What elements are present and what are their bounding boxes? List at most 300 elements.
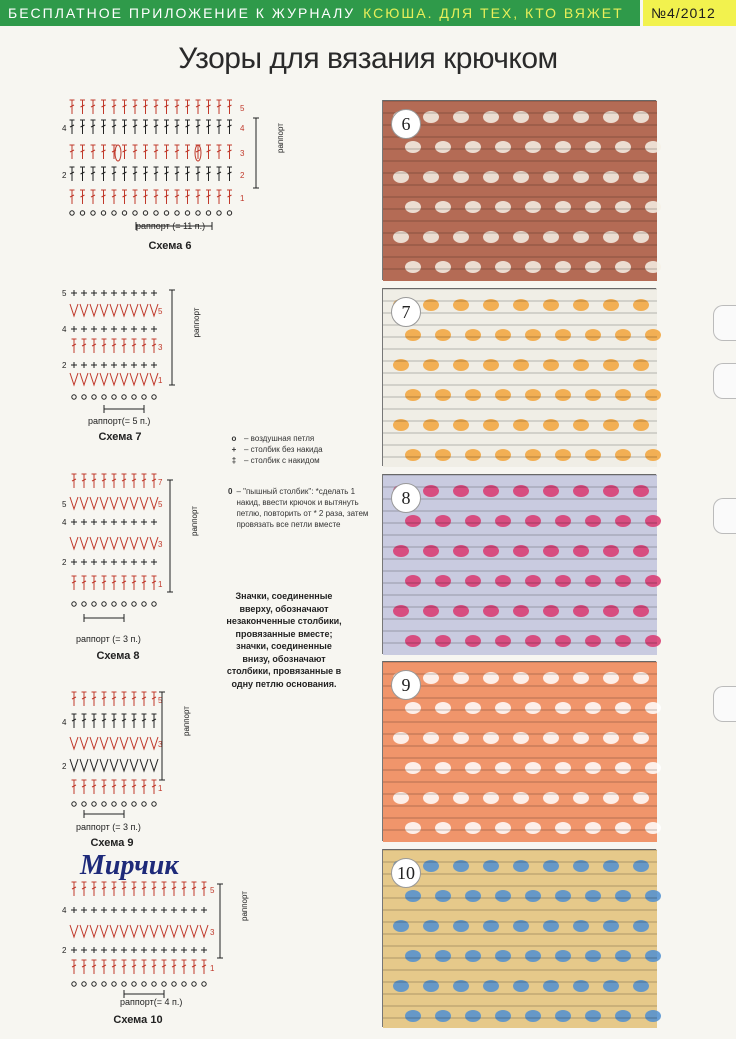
fan-stitch-mark [120,373,128,385]
chain-stitch-mark [142,802,146,806]
binder-tab [713,498,736,534]
row-number: 1 [158,784,163,793]
photo-texture-hole [525,201,541,213]
symbol-legend [228,433,378,530]
photo-texture-hole [495,575,511,587]
photo-texture-hole [495,1010,511,1022]
repeat-side-label: раппорт [190,506,199,536]
fan-stitch-mark [90,925,98,937]
photo-texture-hole [405,890,421,902]
photo-texture-hole [435,575,451,587]
chain-stitch-mark [185,211,189,215]
photo-texture-hole [555,261,571,273]
photo-pattern-7 [382,288,656,466]
chain-stitch-mark [143,211,147,215]
fan-stitch-mark [140,373,148,385]
row-number: 4 [62,325,67,334]
photo-texture-hole [585,261,601,273]
photo-texture-hole [555,449,571,461]
photo-number: 7 [391,297,421,327]
row-number: 4 [62,124,67,133]
chain-stitch-mark [122,802,126,806]
photo-texture-hole [585,702,601,714]
photo-texture-hole [645,762,661,774]
photo-background [383,475,657,655]
legend-row-double [228,455,378,466]
photo-texture-hole [495,635,511,647]
photo-texture-hole [585,890,601,902]
photo-texture-hole [525,261,541,273]
chain-stitch-mark [142,395,146,399]
chain-stitch-mark [142,982,146,986]
puff-stitch-mark [115,145,121,161]
fan-stitch-mark [150,373,158,385]
photo-texture-hole [555,329,571,341]
row-number: 2 [62,361,67,370]
photo-texture-hole [405,389,421,401]
photo-texture-hole [585,950,601,962]
chain-stitch-mark [72,982,76,986]
photo-texture-hole [615,635,631,647]
fan-stitch-mark [140,304,148,316]
scheme-7-repeat: раппорт(= 5 п.) [88,416,151,426]
photo-texture-hole [465,1010,481,1022]
photo-texture-hole [555,635,571,647]
fan-stitch-mark [100,925,108,937]
fan-stitch-mark [80,925,88,937]
photo-texture-hole [645,702,661,714]
photo-texture-hole [435,635,451,647]
row-number: 4 [62,906,67,915]
photo-texture-hole [465,950,481,962]
fan-stitch-mark [200,925,208,937]
scheme-8-repeat: раппорт (= 3 п.) [76,634,141,644]
row-number: 5 [210,886,215,895]
fan-stitch-mark [180,925,188,937]
photo-texture-hole [405,515,421,527]
photo-texture-hole [495,329,511,341]
fan-stitch-mark [100,373,108,385]
fan-stitch-mark [170,925,178,937]
legend-text: – столбик с накидом [244,456,320,465]
photo-texture-hole [585,762,601,774]
photo-texture-hole [495,141,511,153]
fan-stitch-mark [140,759,148,771]
repeat-side-label: раппорт [240,891,249,921]
photo-texture-hole [495,950,511,962]
photo-texture-hole [585,449,601,461]
photo-texture-hole [615,141,631,153]
row-number: 5 [158,500,163,509]
photo-texture-hole [495,201,511,213]
photo-texture-hole [525,702,541,714]
photo-texture-hole [465,329,481,341]
fan-stitch-mark [80,537,88,549]
chain-stitch-mark [112,982,116,986]
scheme-6-repeat: раппорт (= 11 п.) [136,221,206,231]
legend-row-single [228,444,378,455]
photo-texture-hole [585,329,601,341]
row-number: 3 [240,149,245,158]
fan-stitch-mark [70,497,78,509]
photo-texture-hole [435,890,451,902]
photo-texture-hole [525,575,541,587]
chain-stitch-mark [122,982,126,986]
photo-texture-hole [405,201,421,213]
scheme-10-repeat: раппорт(= 4 п.) [120,997,183,1007]
photo-texture-hole [645,201,661,213]
fan-stitch-mark [70,759,78,771]
scheme-9-label: Схема 9 [90,837,134,849]
fan-stitch-mark [80,759,88,771]
single-crochet-icon: + [231,445,237,454]
photo-background [383,289,657,467]
photo-texture-hole [435,515,451,527]
fan-stitch-mark [110,737,118,749]
magazine-name: КСЮША. ДЛЯ ТЕХ, КТО ВЯЖЕТ [363,5,624,21]
photo-texture-hole [405,449,421,461]
repeat-side-label: раппорт [276,123,285,153]
photo-texture-hole [585,1010,601,1022]
fan-stitch-mark [150,759,158,771]
chain-stitch-mark [112,802,116,806]
photo-texture-hole [555,1010,571,1022]
photo-texture-hole [645,515,661,527]
fan-stitch-mark [120,737,128,749]
fan-stitch-mark [80,497,88,509]
photo-texture-hole [495,261,511,273]
chain-stitch-mark [152,602,156,606]
row-number: 4 [62,718,67,727]
scheme-6-diagram [60,98,285,233]
chain-stitch-mark [112,602,116,606]
photo-texture-hole [615,329,631,341]
fan-stitch-mark [110,759,118,771]
photo-pattern-9 [382,661,656,841]
chain-stitch-mark [72,395,76,399]
fan-stitch-mark [130,497,138,509]
chain-stitch-mark [192,982,196,986]
photo-texture-hole [645,575,661,587]
row-number: 5 [62,289,67,298]
fan-stitch-mark [70,537,78,549]
photo-texture-hole [405,762,421,774]
photo-texture-hole [465,515,481,527]
photo-texture-hole [435,1010,451,1022]
puff-stitch-icon: 0 [228,487,233,496]
photo-texture-hole [465,141,481,153]
chain-stitch-mark [102,395,106,399]
chain-stitch-mark [102,802,106,806]
photo-texture-hole [405,141,421,153]
chain-stitch-mark [70,211,74,215]
photo-texture-hole [615,201,631,213]
issue-number: №4/2012 [643,0,736,26]
fan-stitch-mark [110,537,118,549]
photo-texture-hole [525,389,541,401]
chain-stitch-mark [162,982,166,986]
photo-texture-hole [555,389,571,401]
photo-pattern-6 [382,100,656,280]
photo-texture-hole [615,950,631,962]
legend-row-chain [228,433,378,444]
scheme-9-diagram [60,688,195,818]
photo-texture-hole [435,449,451,461]
chain-stitch-mark [217,211,221,215]
chain-stitch-mark [132,802,136,806]
fan-stitch-mark [90,737,98,749]
photo-texture-hole [525,1010,541,1022]
photo-texture-hole [405,575,421,587]
photo-number: 8 [391,483,421,513]
photo-texture-hole [525,822,541,834]
chain-stitch-mark [182,982,186,986]
photo-texture-hole [555,762,571,774]
symbol-note: Значки, соединенные вверху, обозначают незаконченные столбики, провязанные вместе; значки, соединенные внизу, обозначают столбики, провязанные в одну петлю основания. [226,591,342,689]
photo-texture-hole [555,950,571,962]
photo-number: 9 [391,670,421,700]
fan-stitch-mark [140,497,148,509]
chain-stitch-mark [92,982,96,986]
fan-stitch-mark [120,497,128,509]
photo-texture-hole [615,1010,631,1022]
chain-stitch-mark [202,982,206,986]
photo-texture-hole [465,389,481,401]
photo-number: 6 [391,109,421,139]
row-number: 3 [158,740,163,749]
photo-texture-hole [525,141,541,153]
photo-texture-hole [645,389,661,401]
chain-stitch-mark [122,395,126,399]
chain-stitch-mark [72,802,76,806]
photo-background [383,101,657,281]
photo-texture-hole [405,822,421,834]
chain-stitch-mark [172,982,176,986]
row-number: 1 [158,376,163,385]
fan-stitch-mark [90,759,98,771]
photo-background [383,850,657,1028]
fan-stitch-mark [120,537,128,549]
photo-texture-hole [405,635,421,647]
photo-texture-hole [525,515,541,527]
photo-texture-hole [435,822,451,834]
photo-texture-hole [555,201,571,213]
chain-stitch-mark [227,211,231,215]
photo-texture-hole [645,1010,661,1022]
photo-texture-hole [405,950,421,962]
photo-texture-hole [465,449,481,461]
photo-texture-hole [645,141,661,153]
fan-stitch-mark [70,304,78,316]
row-number: 5 [158,307,163,316]
photo-texture-hole [465,822,481,834]
photo-texture-hole [555,822,571,834]
fan-stitch-mark [100,497,108,509]
fan-stitch-mark [70,925,78,937]
photo-texture-hole [435,261,451,273]
row-number: 7 [158,478,163,487]
photo-texture-hole [615,762,631,774]
photo-texture-hole [495,890,511,902]
signature-text: Мирчик [80,850,179,881]
photo-texture-hole [465,890,481,902]
photo-texture-hole [585,141,601,153]
photo-texture-hole [435,950,451,962]
chain-stitch-mark [132,982,136,986]
photo-texture-hole [525,890,541,902]
photo-texture-hole [555,890,571,902]
chain-stitch-mark [112,395,116,399]
photo-texture-hole [645,635,661,647]
photo-texture-hole [525,449,541,461]
fan-stitch-mark [90,497,98,509]
fan-stitch-mark [70,373,78,385]
binder-tab [713,363,736,399]
fan-stitch-mark [70,737,78,749]
legend-text: – воздушная петля [244,434,315,443]
photo-texture-hole [585,201,601,213]
photo-texture-hole [495,515,511,527]
scheme-9-repeat: раппорт (= 3 п.) [76,822,141,832]
chain-stitch-mark [102,602,106,606]
fan-stitch-mark [100,759,108,771]
photo-background [383,662,657,842]
photo-texture-hole [555,141,571,153]
photo-texture-hole [465,201,481,213]
photo-texture-hole [645,449,661,461]
photo-texture-hole [615,515,631,527]
repeat-side-label: раппорт [182,706,191,736]
fan-stitch-mark [120,759,128,771]
photo-texture-hole [615,575,631,587]
fan-stitch-mark [150,737,158,749]
row-number: 4 [240,124,245,133]
photo-texture-hole [495,702,511,714]
photo-texture-hole [615,822,631,834]
photo-texture-hole [585,515,601,527]
fan-stitch-mark [100,537,108,549]
fan-stitch-mark [130,537,138,549]
photo-texture-hole [525,329,541,341]
photo-texture-hole [465,575,481,587]
photo-texture-hole [495,822,511,834]
fan-stitch-mark [140,537,148,549]
scheme-7-diagram [60,285,201,415]
photo-texture-hole [555,575,571,587]
fan-stitch-mark [110,925,118,937]
photo-texture-hole [555,702,571,714]
row-number: 3 [158,540,163,549]
double-crochet-icon: ‡ [231,456,237,465]
photo-texture-hole [585,635,601,647]
fan-stitch-mark [130,304,138,316]
fan-stitch-mark [130,759,138,771]
photo-texture-hole [525,950,541,962]
photo-texture-hole [405,329,421,341]
scheme-8-label: Схема 8 [96,650,140,662]
header-bar [0,0,640,26]
photo-texture-hole [465,261,481,273]
chain-stitch-mark [152,982,156,986]
scheme-7-label: Схема 7 [98,431,142,443]
row-number: 3 [158,343,163,352]
row-number: 5 [62,500,67,509]
fan-stitch-mark [90,373,98,385]
photo-texture-hole [615,449,631,461]
photo-texture-hole [615,702,631,714]
photo-texture-hole [585,822,601,834]
fan-stitch-mark [110,304,118,316]
photo-texture-hole [435,762,451,774]
photo-texture-hole [555,515,571,527]
row-number: 1 [210,964,215,973]
fan-stitch-mark [190,925,198,937]
photo-texture-hole [615,890,631,902]
photo-texture-hole [645,890,661,902]
fan-stitch-mark [90,304,98,316]
photo-texture-hole [645,950,661,962]
photo-texture-hole [585,389,601,401]
fan-stitch-mark [80,373,88,385]
fan-stitch-mark [80,737,88,749]
chain-stitch-mark [92,602,96,606]
chain-stitch-mark [152,802,156,806]
scheme-10-diagram [60,880,249,995]
legend-row-puff [228,486,378,530]
row-number: 1 [158,580,163,589]
photo-texture-hole [615,389,631,401]
row-number: 2 [62,762,67,771]
fan-stitch-mark [140,737,148,749]
row-number: 3 [210,928,215,937]
photo-pattern-8 [382,474,656,654]
fan-stitch-mark [90,537,98,549]
photo-texture-hole [525,762,541,774]
chain-stitch-mark [102,982,106,986]
chain-stitch-mark [132,602,136,606]
scheme-10-label: Схема 10 [113,1014,163,1026]
fan-stitch-mark [100,737,108,749]
row-number: 1 [240,194,245,203]
photo-texture-hole [435,141,451,153]
fan-stitch-mark [110,497,118,509]
row-number: 2 [62,946,67,955]
photo-texture-hole [435,702,451,714]
chain-stitch-mark [112,211,116,215]
photo-texture-hole [435,389,451,401]
photo-number: 10 [391,858,421,888]
fan-stitch-mark [120,925,128,937]
photo-texture-hole [435,201,451,213]
fan-stitch-mark [110,373,118,385]
chain-stitch-mark [82,602,86,606]
chain-stitch-mark [175,211,179,215]
chain-stitch-mark [132,395,136,399]
photo-texture-hole [465,702,481,714]
binder-tab [713,305,736,341]
row-number: 2 [62,171,67,180]
legend-text: – столбик без накида [244,445,323,454]
chain-stitch-mark [122,211,126,215]
legend-text: – "пышный столбик": *сделать 1 накид, ввести крючок и вытянуть петлю, повторить от * 2 раза, затем провязать все петли вместе [236,487,369,529]
fan-stitch-mark [150,304,158,316]
chain-stitch-mark [72,602,76,606]
chain-stitch-mark [82,982,86,986]
photo-texture-hole [615,261,631,273]
fan-stitch-mark [130,373,138,385]
photo-texture-hole [405,261,421,273]
chain-stitch-mark [80,211,84,215]
